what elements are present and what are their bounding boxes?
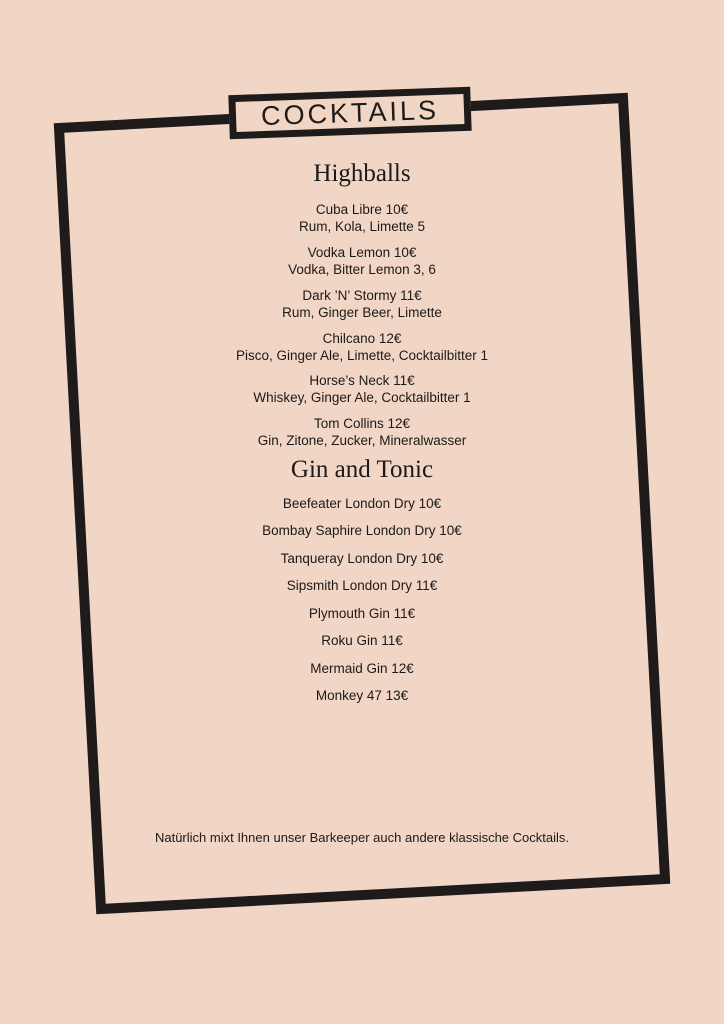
drink-name: Tom Collins 12€ <box>313 416 411 431</box>
drink-item <box>100 287 624 321</box>
gin-item: Sipsmith London Dry 11€ <box>286 578 438 593</box>
gin-item: Monkey 47 13€ <box>315 688 409 703</box>
title-box <box>228 87 471 139</box>
drink-name: Dark ’N’ Stormy 11€ <box>302 288 422 303</box>
gin-item: Tanqueray London Dry 10€ <box>280 551 444 566</box>
drink-item <box>100 244 624 278</box>
gin-item: Beefeater London Dry 10€ <box>282 496 442 511</box>
footnote: Natürlich mixt Ihnen unser Barkeeper auch andere klassische Cocktails. <box>154 830 570 845</box>
drink-name: Cuba Libre 10€ <box>315 202 409 217</box>
gin-item: Mermaid Gin 12€ <box>310 661 414 676</box>
drink-item <box>100 415 624 449</box>
drink-item <box>100 330 624 364</box>
drink-item <box>100 372 624 406</box>
drink-name: Horse’s Neck 11€ <box>309 373 415 388</box>
gin-item: Plymouth Gin 11€ <box>308 606 416 621</box>
drink-ingredients: Whiskey, Ginger Ale, Cocktailbitter 1 <box>253 390 471 405</box>
drink-name: Chilcano 12€ <box>322 331 402 346</box>
drink-name: Vodka Lemon 10€ <box>307 245 417 260</box>
section-title-highballs: Highballs <box>313 160 411 187</box>
drink-ingredients: Vodka, Bitter Lemon 3, 6 <box>288 262 436 277</box>
drink-ingredients: Rum, Ginger Beer, Limette <box>282 305 442 320</box>
drink-ingredients: Rum, Kola, Limette 5 <box>298 219 426 234</box>
section-title-gin-tonic: Gin and Tonic <box>290 456 434 483</box>
gin-item: Bombay Saphire London Dry 10€ <box>262 523 462 538</box>
menu-title: COCKTAILS <box>260 94 440 131</box>
drink-ingredients: Pisco, Ginger Ale, Limette, Cocktailbitter 1 <box>235 348 489 363</box>
drink-ingredients: Gin, Zitone, Zucker, Mineralwasser <box>257 433 467 448</box>
drink-item <box>100 201 624 235</box>
gin-item: Roku Gin 11€ <box>321 633 403 648</box>
